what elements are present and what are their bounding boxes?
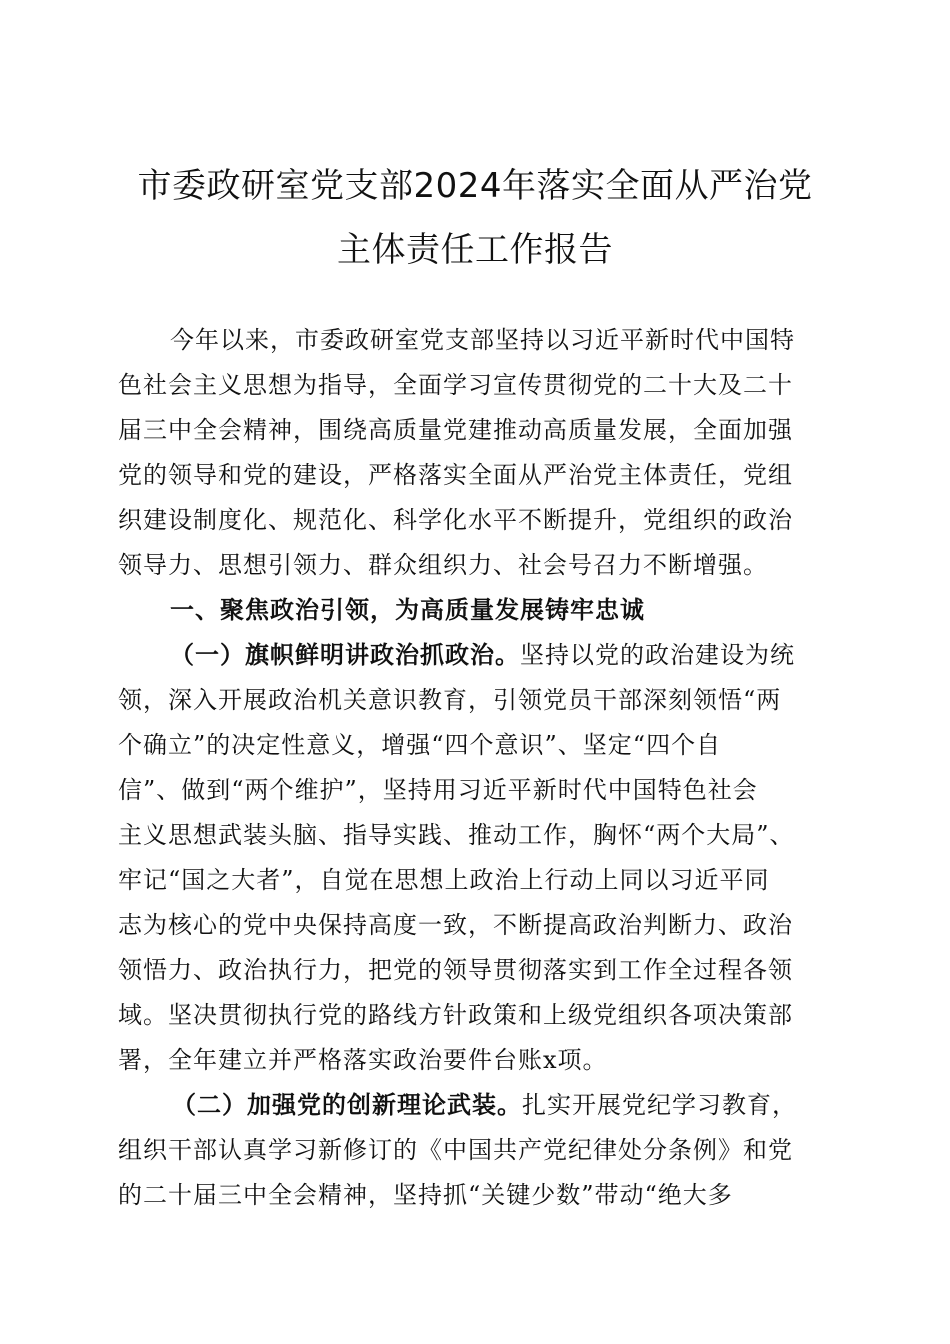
body-line: 个确立”的决定性意义，增强“四个意识”、坚定“四个自 xyxy=(118,731,722,759)
subsection-heading: （二）加强党的创新理论武装。 xyxy=(172,1090,522,1119)
intro-line: 今年以来，市委政研室党支部坚持以习近平新时代中国特 xyxy=(170,326,795,354)
body-line: 组织干部认真学习新修订的《中国共产党纪律处分条例》和党 xyxy=(118,1136,793,1164)
document-title-line-1: 市委政研室党支部2024年落实全面从严治党 xyxy=(137,166,813,206)
body-line: 领悟力、政治执行力，把党的领导贯彻落实到工作全过程各领 xyxy=(118,956,793,984)
body-line: 域。坚决贯彻执行党的路线方针政策和上级党组织各项决策部 xyxy=(118,1001,793,1029)
subsection-heading: （一）旗帜鲜明讲政治抓政治。 xyxy=(170,640,520,669)
intro-line: 党的领导和党的建设，严格落实全面从严治党主体责任，党组 xyxy=(118,461,793,489)
intro-line: 织建设制度化、规范化、科学化水平不断提升，党组织的政治 xyxy=(118,506,793,534)
intro-line: 色社会主义思想为指导，全面学习宣传贯彻党的二十大及二十 xyxy=(118,371,793,399)
body-line: 署，全年建立并严格落实政治要件台账x项。 xyxy=(118,1046,608,1074)
document-title-line-2: 主体责任工作报告 xyxy=(337,230,613,270)
body-line: 领，深入开展政治机关意识教育，引领党员干部深刻领悟“两 xyxy=(118,686,782,714)
intro-line: 届三中全会精神，围绕高质量党建推动高质量发展，全面加强 xyxy=(118,416,793,444)
subsection-text: 坚持以党的政治建设为统 xyxy=(520,641,795,669)
body-line: 志为核心的党中央保持高度一致，不断提高政治判断力、政治 xyxy=(118,911,793,939)
body-line: 主义思想武装头脑、指导实践、推动工作，胸怀“两个大局”、 xyxy=(118,821,795,849)
body-line: 信”、做到“两个维护”，坚持用习近平新时代中国特色社会 xyxy=(118,776,758,804)
subsection-first-line xyxy=(172,1083,797,1127)
subsection-text: 扎实开展党纪学习教育， xyxy=(522,1091,797,1119)
body-line: 的二十届三中全会精神，坚持抓“关键少数”带动“绝大多 xyxy=(118,1181,733,1209)
intro-line: 领导力、思想引领力、群众组织力、社会号召力不断增强。 xyxy=(118,551,768,579)
body-line: 牢记“国之大者”，自觉在思想上政治上行动上同以习近平同 xyxy=(118,866,770,894)
subsection-first-line xyxy=(170,633,795,677)
section-heading: 一、聚焦政治引领，为高质量发展铸牢忠诚 xyxy=(170,595,645,624)
